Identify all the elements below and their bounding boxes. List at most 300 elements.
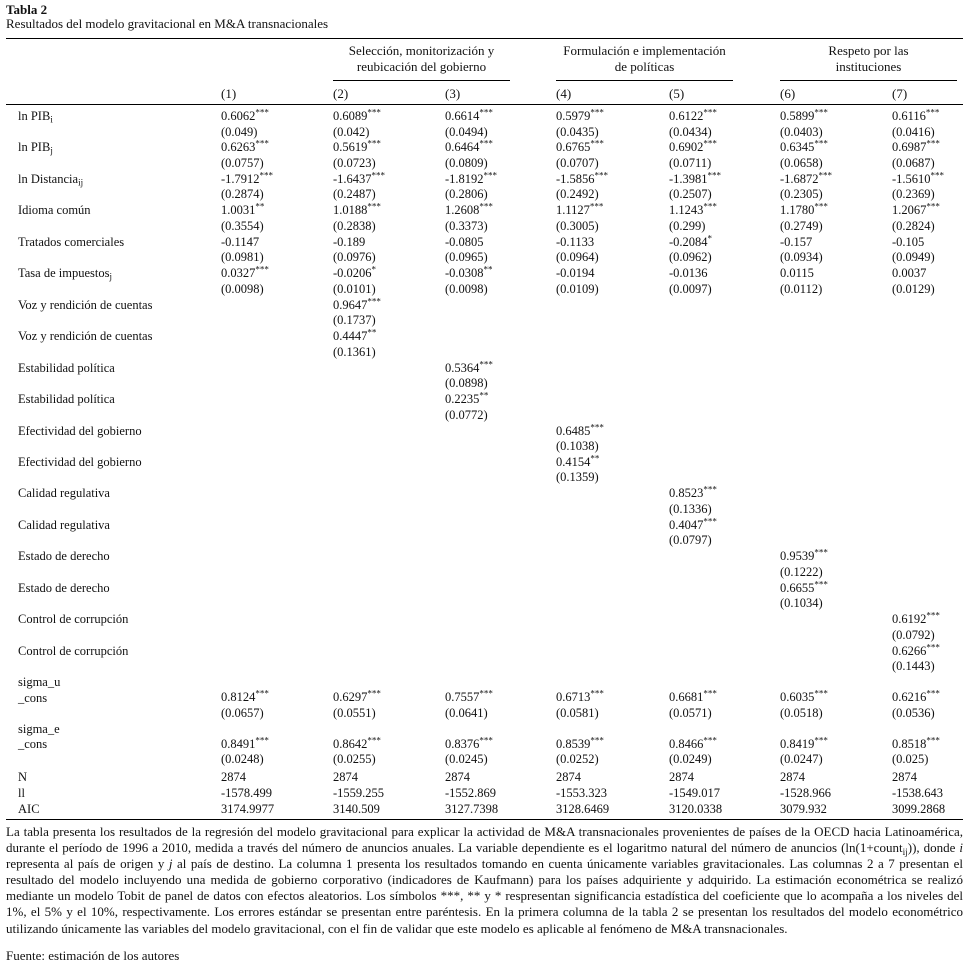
- coefficient: 0.6655: [780, 580, 815, 595]
- table-note: La tabla presenta los resultados de la regresión del modelo gravitacional para explicar la actividad de M&A transnacionales provenientes de países de la OECD hacia Latinoamérica, durante el período de 1996 a 2010, medida a través del número de anuncios anuales. La variable dependiente es el logaritmo natural del número de anuncios (ln(1+count$_{ij}$)), donde i representa al país de origen y j al país de destino. La columna 1 presenta los resultados tomando en cuenta únicamente variables gravitacionales. Las columnas 2 a 7 presentan el resultado del modelo incluyendo una medida de gobierno corporativo (indicadores de Kaufmann) para los países adquiriente y adquirido. La estimación econométrica se realizó mediante un modelo Tobit de panel de datos con efectos aleatorios. Los símbolos ***, ** y * respresentan significancia estadística del coeficiente que lo acompaña a los niveles del 1%, el 5% y el 10%, respectivamente. Los errores estándar se presentan entre paréntesis. En la primera columna de la tabla 2 se presentan los resultados del modelo econométrico utilizando únicamente las variables del modelo gravitacional, con el fin de validar que este modelo es aplicable al fenómeno de M&A transnacionales.: [6, 824, 964, 936]
- standard-error: (0.0723): [333, 155, 376, 170]
- stat-value: 3174.9977: [221, 802, 275, 817]
- row-label: Tratados comerciales: [18, 234, 125, 249]
- stat-value: -1552.869: [445, 786, 497, 801]
- table-row: [6, 423, 963, 454]
- stat-row: [6, 770, 963, 786]
- stat-value: -1553.323: [556, 786, 608, 801]
- significance-stars: ***: [479, 201, 493, 212]
- table-cell: [669, 266, 712, 297]
- group-header-2: Formulación e implementación de políticas: [563, 43, 726, 74]
- table-cell: [333, 266, 376, 297]
- significance-stars: ***: [707, 170, 722, 181]
- column-number: (6): [780, 86, 796, 101]
- standard-error: (0.0965): [445, 250, 488, 265]
- standard-error: (0.0247): [780, 752, 823, 767]
- standard-error: (0.0658): [780, 155, 823, 170]
- coefficient: 0.6035: [780, 690, 815, 705]
- coefficient: 0.4047: [669, 517, 704, 532]
- bottom-rule: [6, 819, 963, 820]
- coefficient: 0.9539: [780, 549, 815, 564]
- stat-value: 2874: [556, 770, 581, 785]
- standard-error: (0.3373): [445, 218, 488, 233]
- standard-error: (0.2749): [780, 218, 823, 233]
- table-cell: [221, 140, 269, 171]
- significance-stars: ***: [926, 642, 940, 653]
- significance-stars: ***: [818, 170, 833, 181]
- significance-stars: ***: [703, 516, 717, 527]
- table-cell: [669, 203, 717, 234]
- table-caption: Resultados del modelo gravitacional en M&A transnacionales: [6, 16, 329, 31]
- stat-label: ll: [18, 786, 25, 801]
- table-cell: [892, 140, 940, 171]
- table-row: [6, 234, 963, 265]
- coefficient: -1.3981: [669, 171, 708, 186]
- column-number: (3): [445, 86, 461, 101]
- column-number: (1): [221, 86, 237, 101]
- significance-stars: ***: [367, 735, 381, 746]
- table-cell: [892, 172, 944, 203]
- stat-label: AIC: [18, 802, 40, 817]
- standard-error: (0.2487): [333, 187, 376, 202]
- stat-value: -1559.255: [333, 786, 385, 801]
- row-label: sigma_u _cons: [18, 675, 61, 705]
- table-cell: [445, 235, 488, 266]
- standard-error: (0.0809): [445, 155, 488, 170]
- coefficient: 0.8419: [780, 736, 815, 751]
- standard-error: (0.042): [333, 124, 370, 139]
- standard-error: (0.0976): [333, 250, 376, 265]
- row-label: sigma_e _cons: [18, 721, 60, 752]
- row-label: Calidad regulativa: [18, 486, 110, 501]
- coefficient: 1.2608: [445, 203, 480, 218]
- table-cell: [333, 109, 381, 140]
- coefficient: 0.6902: [669, 140, 704, 155]
- standard-error: (0.2874): [221, 187, 264, 202]
- table-cell: [556, 424, 604, 455]
- standard-error: (0.1222): [780, 564, 823, 579]
- standard-error: (0.0962): [669, 250, 712, 265]
- coefficient: 0.5619: [333, 140, 368, 155]
- significance-stars: ***: [590, 422, 604, 432]
- table-row: [6, 548, 963, 579]
- table-row: [6, 108, 963, 139]
- standard-error: (0.025): [892, 752, 929, 767]
- significance-stars: ***: [483, 170, 498, 181]
- significance-stars: ***: [594, 170, 609, 181]
- table-cell: [221, 203, 264, 234]
- significance-stars: ***: [703, 107, 717, 118]
- significance-stars: **: [367, 327, 377, 338]
- table-cell: [333, 235, 376, 266]
- table-cell: [892, 737, 940, 768]
- coefficient: -0.0136: [669, 266, 708, 281]
- standard-error: (0.0757): [221, 155, 264, 170]
- table-cell: [780, 549, 828, 580]
- significance-stars: ***: [925, 107, 940, 118]
- row-label: Tasa de impuestos$_j$: [18, 266, 112, 282]
- coefficient: 0.8124: [221, 690, 256, 705]
- coefficient: 0.6122: [669, 109, 704, 123]
- coefficient: 0.8539: [556, 736, 591, 751]
- standard-error: (0.299): [669, 218, 706, 233]
- significance-stars: *: [707, 233, 713, 244]
- significance-stars: **: [479, 390, 489, 401]
- standard-error: (0.0949): [892, 250, 935, 265]
- group-header-1: Selección, monitorización y reubicación del gobierno: [348, 43, 495, 74]
- standard-error: (0.2369): [892, 187, 935, 202]
- stat-label: N: [18, 770, 28, 785]
- coefficient: -0.105: [892, 234, 925, 249]
- coefficient: 0.4154: [556, 454, 591, 469]
- significance-stars: *: [371, 264, 377, 275]
- coefficient: -1.5610: [892, 171, 931, 186]
- significance-stars: ***: [479, 688, 493, 699]
- significance-stars: ***: [814, 688, 828, 699]
- table-cell: [556, 172, 608, 203]
- significance-stars: ***: [814, 201, 828, 212]
- significance-stars: **: [590, 453, 600, 464]
- table-row: [6, 297, 963, 328]
- significance-stars: ***: [590, 138, 604, 149]
- coefficient: 1.1127: [556, 203, 590, 218]
- coefficient: 0.2235: [445, 392, 480, 407]
- table-row: [6, 328, 963, 359]
- table-row: [6, 721, 963, 768]
- significance-stars: ***: [703, 735, 717, 746]
- coefficient: -0.1147: [221, 234, 260, 249]
- table-cell: [892, 109, 939, 140]
- coefficient: 0.6464: [445, 140, 480, 155]
- group-header-3: Respeto por las instituciones: [828, 43, 909, 74]
- row-label: Voz y rendición de cuentas: [18, 297, 153, 312]
- coefficient: 0.6765: [556, 140, 591, 155]
- standard-error: (0.2305): [780, 187, 823, 202]
- column-number: (7): [892, 86, 908, 101]
- coefficient: 0.8466: [669, 736, 704, 751]
- significance-stars: ***: [814, 735, 828, 746]
- standard-error: (0.2507): [669, 187, 712, 202]
- significance-stars: ***: [367, 688, 381, 699]
- table-cell: [221, 690, 269, 721]
- table-label: Tabla 2: [6, 2, 48, 17]
- table-cell: [780, 266, 822, 297]
- coefficient: 0.5979: [556, 109, 591, 123]
- coefficient: 0.9647: [333, 297, 368, 312]
- coefficient: -0.1133: [556, 234, 595, 249]
- coefficient: 0.6987: [892, 140, 927, 155]
- standard-error: (0.0571): [669, 705, 712, 720]
- significance-stars: ***: [367, 296, 381, 307]
- table-cell: [892, 235, 935, 266]
- column-number: (2): [333, 86, 349, 101]
- table-cell: [556, 109, 604, 140]
- column-number: (5): [669, 86, 685, 101]
- significance-stars: ***: [255, 735, 269, 746]
- coefficient: -1.7912: [221, 171, 260, 186]
- significance-stars: ***: [255, 688, 269, 699]
- table-cell: [780, 140, 828, 171]
- standard-error: (0.1038): [556, 439, 599, 453]
- stat-value: 3140.509: [333, 802, 380, 817]
- table-row: [6, 202, 963, 233]
- significance-stars: ***: [479, 735, 493, 746]
- table-cell: [780, 690, 828, 721]
- coefficient: 0.6263: [221, 140, 256, 155]
- row-label: Voz y rendición de cuentas: [18, 329, 153, 344]
- significance-stars: ***: [814, 138, 828, 149]
- significance-stars: ***: [479, 107, 493, 118]
- coefficient: 0.6216: [892, 690, 927, 705]
- table-row: [6, 611, 963, 642]
- row-label: Control de corrupción: [18, 643, 129, 658]
- row-label: Estabilidad política: [18, 392, 115, 407]
- significance-stars: ***: [814, 547, 828, 558]
- table-cell: [333, 737, 381, 768]
- significance-stars: ***: [814, 107, 828, 118]
- table-cell: [669, 737, 717, 768]
- table-cell: [669, 235, 712, 266]
- significance-stars: ***: [926, 201, 940, 212]
- group-rule-1: [333, 80, 510, 81]
- standard-error: (0.0249): [669, 752, 712, 767]
- significance-stars: ***: [371, 170, 386, 181]
- standard-error: (0.0981): [221, 250, 264, 265]
- coefficient: 0.6062: [221, 109, 256, 123]
- table-cell: [780, 203, 828, 234]
- significance-stars: ***: [930, 170, 945, 181]
- standard-error: (0.0403): [780, 124, 823, 139]
- standard-error: (0.0797): [669, 533, 712, 548]
- table-cell: [669, 690, 717, 721]
- standard-error: (0.0711): [669, 155, 712, 170]
- coefficient: 0.6297: [333, 690, 368, 705]
- row-label: Efectividad del gobierno: [18, 423, 142, 438]
- stat-value: 2874: [333, 770, 358, 785]
- standard-error: (0.0248): [221, 752, 264, 767]
- row-label: Estado de derecho: [18, 549, 110, 564]
- coefficient: 0.8523: [669, 486, 704, 501]
- table-cell: [892, 644, 940, 675]
- coefficient: -0.0206: [333, 266, 372, 281]
- significance-stars: ***: [590, 735, 604, 746]
- table-cell: [221, 172, 273, 203]
- standard-error: (0.1737): [333, 313, 376, 328]
- coefficient: 0.0037: [892, 266, 927, 281]
- table-cell: [780, 737, 828, 768]
- significance-stars: ***: [367, 138, 381, 149]
- coefficient: 0.8642: [333, 736, 368, 751]
- coefficient: 0.7557: [445, 690, 480, 705]
- standard-error: (0.0255): [333, 752, 376, 767]
- row-label: Control de corrupción: [18, 612, 129, 627]
- table-row: [6, 265, 963, 296]
- coefficient: 1.1780: [780, 203, 815, 218]
- standard-error: (0.049): [221, 124, 258, 139]
- header-rule: [6, 104, 963, 105]
- coefficient: -1.6437: [333, 171, 372, 186]
- top-rule: [6, 38, 963, 39]
- table-cell: [333, 298, 381, 329]
- standard-error: (0.0098): [445, 281, 488, 296]
- table-row: [6, 360, 963, 391]
- significance-stars: ***: [479, 359, 493, 370]
- stat-value: 3120.0338: [669, 802, 723, 817]
- standard-error: (0.0101): [333, 281, 376, 296]
- significance-stars: ***: [367, 107, 381, 118]
- coefficient: 0.6266: [892, 643, 927, 658]
- stat-value: 2874: [445, 770, 470, 785]
- standard-error: (0.1034): [780, 596, 823, 611]
- table-cell: [556, 455, 599, 486]
- standard-error: (0.1359): [556, 470, 599, 485]
- table-row: [6, 171, 963, 202]
- table-cell: [333, 172, 385, 203]
- table-cell: [556, 737, 604, 768]
- significance-stars: ***: [367, 201, 381, 212]
- standard-error: (0.2824): [892, 218, 935, 233]
- coefficient: 0.6116: [892, 109, 926, 123]
- table-cell: [445, 203, 493, 234]
- table-cell: [445, 109, 493, 140]
- standard-error: (0.0964): [556, 250, 599, 265]
- standard-error: (0.0792): [892, 627, 935, 642]
- coefficient: 0.6089: [333, 109, 368, 123]
- standard-error: (0.0252): [556, 752, 599, 767]
- standard-error: (0.3554): [221, 218, 264, 233]
- standard-error: (0.0109): [556, 281, 599, 296]
- table-cell: [556, 266, 599, 297]
- coefficient: 0.8491: [221, 736, 256, 751]
- standard-error: (0.2806): [445, 187, 488, 202]
- standard-error: (0.0416): [892, 124, 935, 139]
- coefficient: 0.6485: [556, 423, 591, 438]
- standard-error: (0.0434): [669, 124, 712, 139]
- coefficient: -1.5856: [556, 171, 595, 186]
- table-cell: [221, 109, 269, 140]
- table-row: [6, 580, 963, 611]
- table-cell: [221, 266, 269, 297]
- stat-row: [6, 802, 963, 818]
- table-cell: [669, 140, 717, 171]
- significance-stars: ***: [590, 107, 604, 118]
- coefficient: -0.0805: [445, 234, 484, 249]
- table-cell: [780, 172, 832, 203]
- coefficient: 1.1243: [669, 203, 704, 218]
- stat-value: 3128.6469: [556, 802, 610, 817]
- row-label: Estado de derecho: [18, 580, 110, 595]
- table-cell: [556, 235, 599, 266]
- table-cell: [445, 140, 493, 171]
- standard-error: (0.0581): [556, 705, 599, 720]
- standard-error: (0.2838): [333, 218, 376, 233]
- table-cell: [780, 109, 828, 140]
- standard-error: (0.0898): [445, 376, 488, 391]
- table-cell: [892, 266, 935, 297]
- significance-stars: ***: [590, 688, 604, 699]
- standard-error: (0.0097): [669, 281, 712, 296]
- significance-stars: ***: [814, 579, 828, 590]
- group-rule-2: [556, 80, 733, 81]
- standard-error: (0.0494): [445, 124, 488, 139]
- significance-stars: ***: [259, 170, 274, 181]
- coefficient: 0.8518: [892, 736, 927, 751]
- table-row: [6, 674, 963, 721]
- coefficient: -0.0194: [556, 266, 595, 281]
- coefficient: 0.4447: [333, 329, 368, 344]
- significance-stars: ***: [926, 138, 940, 149]
- table-cell: [780, 235, 823, 266]
- table-cell: [669, 518, 717, 549]
- table-row: [6, 391, 963, 422]
- coefficient: -0.157: [780, 234, 813, 249]
- significance-stars: ***: [255, 264, 269, 275]
- table-cell: [556, 690, 604, 721]
- significance-stars: ***: [255, 138, 269, 149]
- table-cell: [556, 203, 603, 234]
- standard-error: (0.2492): [556, 187, 599, 202]
- significance-stars: ***: [926, 610, 940, 621]
- stat-value: 2874: [669, 770, 694, 785]
- standard-error: (0.0687): [892, 155, 935, 170]
- significance-stars: ***: [255, 107, 269, 118]
- standard-error: (0.0657): [221, 705, 264, 720]
- table-cell: [445, 690, 493, 721]
- stat-value: 2874: [892, 770, 917, 785]
- coefficient: -0.0308: [445, 266, 484, 281]
- row-label: Calidad regulativa: [18, 517, 110, 532]
- table-cell: [669, 109, 717, 140]
- table-row: [6, 139, 963, 170]
- coefficient: 0.0327: [221, 266, 256, 281]
- row-label: Efectividad del gobierno: [18, 454, 142, 469]
- standard-error: (0.1361): [333, 344, 376, 359]
- row-label: $\ln PIB_j$: [18, 140, 53, 157]
- coefficient: 0.0115: [780, 266, 814, 281]
- table-cell: [892, 690, 940, 721]
- standard-error: (0.0112): [780, 281, 823, 296]
- table-cell: [333, 690, 381, 721]
- standard-error: (0.0098): [221, 281, 264, 296]
- table-cell: [221, 737, 269, 768]
- stat-value: -1578.499: [221, 786, 273, 801]
- table-row: [6, 454, 963, 485]
- coefficient: -0.189: [333, 234, 366, 249]
- significance-stars: ***: [703, 484, 717, 495]
- row-label: Idioma común: [18, 203, 91, 218]
- standard-error: (0.0129): [892, 281, 935, 296]
- significance-stars: ***: [703, 138, 717, 149]
- table-cell: [780, 581, 828, 612]
- standard-error: (0.3005): [556, 218, 599, 233]
- table-cell: [669, 172, 721, 203]
- coefficient: 0.5364: [445, 360, 480, 375]
- significance-stars: ***: [703, 688, 717, 699]
- standard-error: (0.0641): [445, 705, 488, 720]
- group-rule-3: [780, 80, 957, 81]
- row-label: ln Distancia$_{ij}$: [18, 171, 84, 188]
- table-cell: [333, 329, 376, 360]
- significance-stars: ***: [479, 138, 493, 149]
- coefficient: 0.6713: [556, 690, 591, 705]
- coefficient: 1.2067: [892, 203, 927, 218]
- standard-error: (0.0551): [333, 705, 376, 720]
- stat-value: 3127.7398: [445, 802, 499, 817]
- coefficient: -0.2084: [669, 234, 708, 249]
- table-row: [6, 485, 963, 516]
- table-row: [6, 643, 963, 674]
- standard-error: (0.0245): [445, 752, 488, 767]
